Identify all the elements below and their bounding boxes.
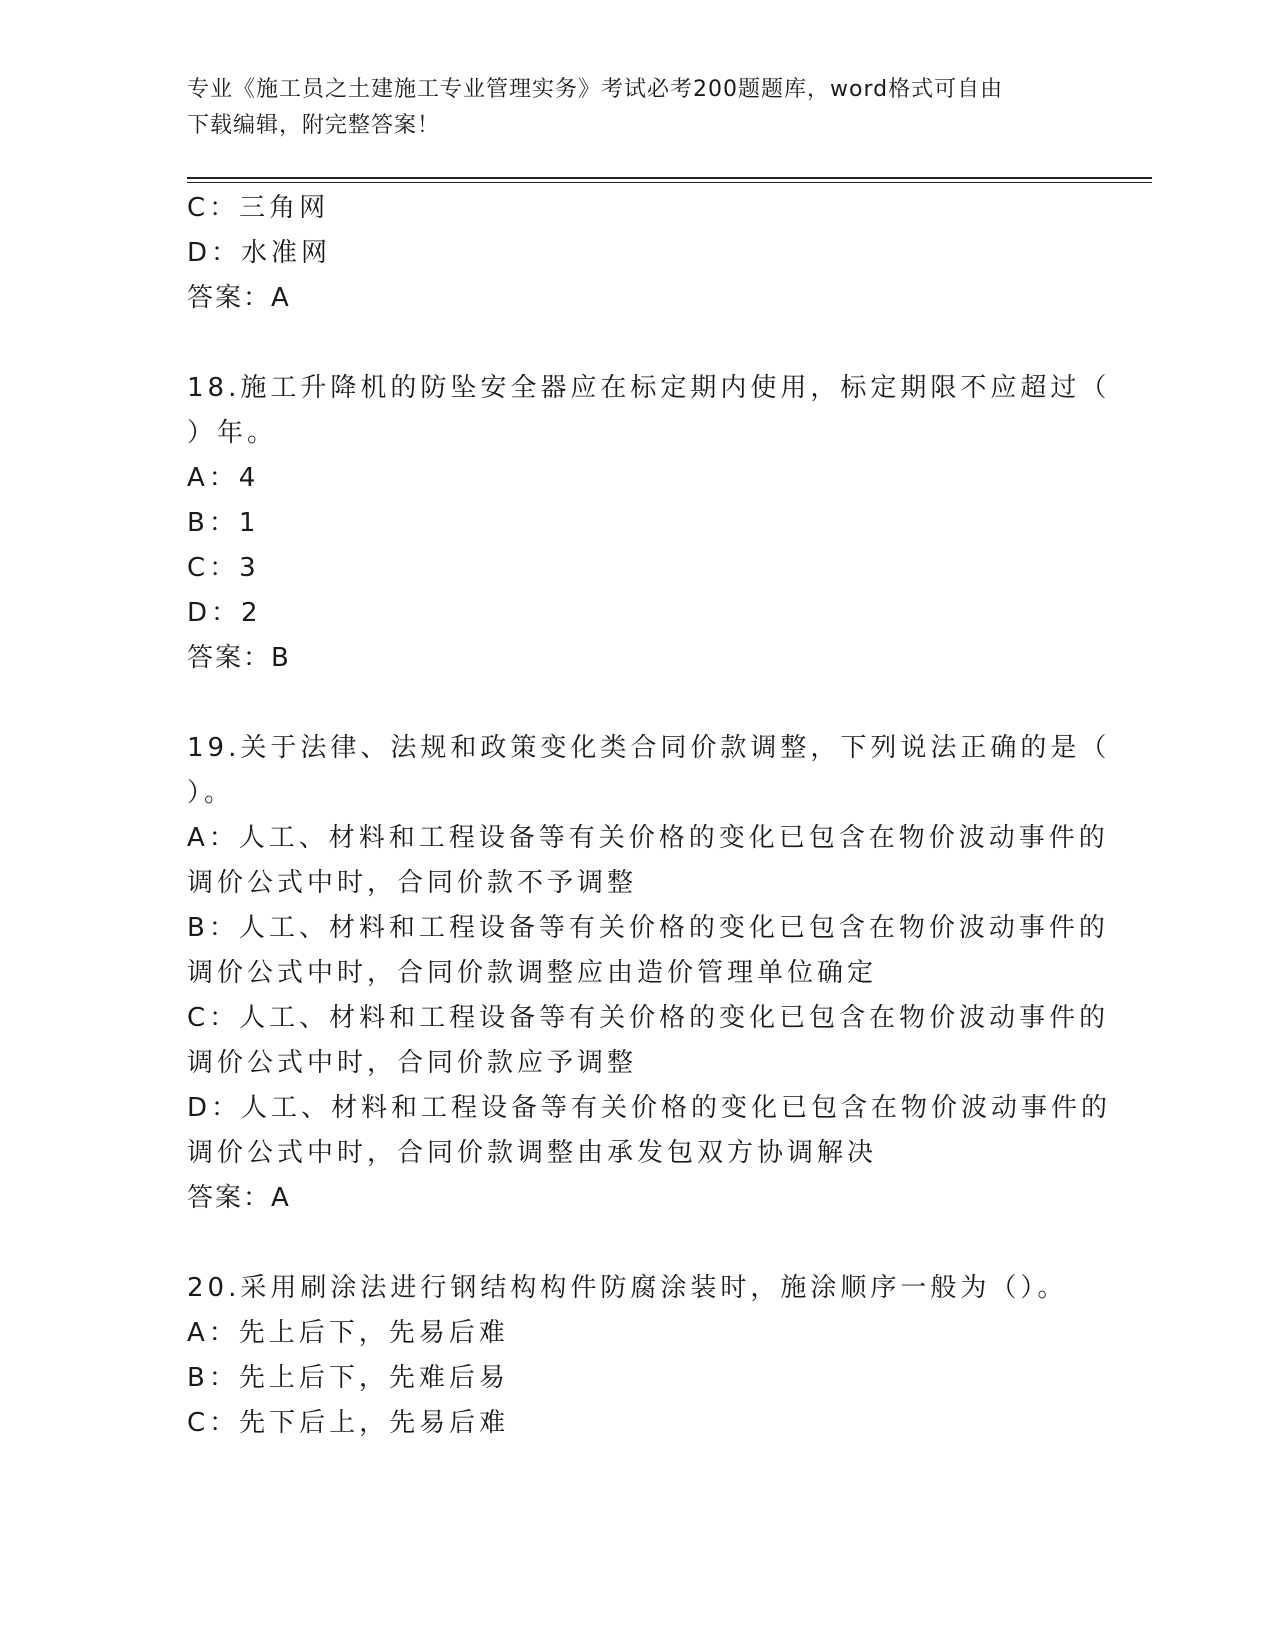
header-divider-thick bbox=[187, 177, 1152, 179]
q19-stem-line-1: 19.关于法律、法规和政策变化类合同价款调整，下列说法正确的是（ bbox=[187, 733, 1111, 763]
q17-option-d: D：水准网 bbox=[187, 238, 332, 268]
header-line-1: 专业《施工员之土建施工专业管理实务》考试必考200题题库，word格式可自由 bbox=[187, 77, 1004, 102]
q18-stem-line-1: 18.施工升降机的防坠安全器应在标定期内使用，标定期限不应超过（ bbox=[187, 373, 1111, 403]
q19-answer: 答案：A bbox=[187, 1183, 291, 1213]
header-line-2: 下载编辑，附完整答案！ bbox=[187, 113, 441, 138]
q20-option-c: C：先下后上，先易后难 bbox=[187, 1408, 510, 1438]
q20-option-a: A：先上后下，先易后难 bbox=[187, 1318, 509, 1348]
header-divider-thin bbox=[187, 182, 1152, 183]
q18-option-d: D：2 bbox=[187, 598, 262, 628]
q19-option-b-line-1: B：人工、材料和工程设备等有关价格的变化已包含在物价波动事件的 bbox=[187, 913, 1109, 943]
q18-option-b: B：1 bbox=[187, 508, 260, 538]
q19-option-c-line-1: C：人工、材料和工程设备等有关价格的变化已包含在物价波动事件的 bbox=[187, 1003, 1110, 1033]
q18-stem-line-2: ）年。 bbox=[187, 418, 278, 448]
q19-stem-line-2: ）。 bbox=[187, 778, 235, 808]
q19-option-c-line-2: 调价公式中时，合同价款应予调整 bbox=[187, 1048, 638, 1078]
document-header bbox=[187, 72, 1087, 144]
q18-option-c: C：3 bbox=[187, 553, 260, 583]
q18-answer: 答案：B bbox=[187, 643, 291, 673]
q20-stem-line-1: 20.采用刷涂法进行钢结构构件防腐涂装时，施涂顺序一般为（）。 bbox=[187, 1273, 1068, 1303]
q19-option-a-line-1: A：人工、材料和工程设备等有关价格的变化已包含在物价波动事件的 bbox=[187, 823, 1109, 853]
q17-option-c: C：三角网 bbox=[187, 193, 330, 223]
q20-option-b: B：先上后下，先难后易 bbox=[187, 1363, 509, 1393]
q19-option-a-line-2: 调价公式中时，合同价款不予调整 bbox=[187, 868, 638, 898]
q19-option-d-line-1: D：人工、材料和工程设备等有关价格的变化已包含在物价波动事件的 bbox=[187, 1093, 1112, 1123]
q17-answer: 答案：A bbox=[187, 283, 291, 313]
q19-option-b-line-2: 调价公式中时，合同价款调整应由造价管理单位确定 bbox=[187, 958, 878, 988]
q18-option-a: A：4 bbox=[187, 463, 260, 493]
q19-option-d-line-2: 调价公式中时，合同价款调整由承发包双方协调解决 bbox=[187, 1138, 878, 1168]
